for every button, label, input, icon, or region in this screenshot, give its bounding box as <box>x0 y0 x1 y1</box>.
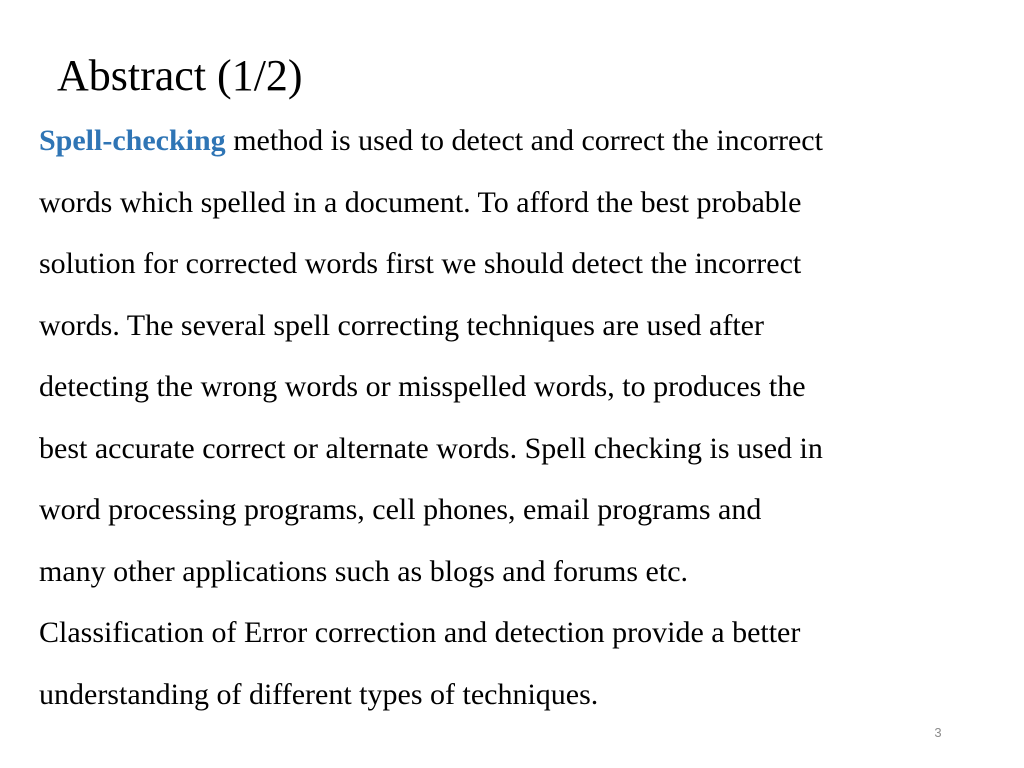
paragraph-line-9: Classification of Error correction and detection provide a better <box>39 616 801 649</box>
paragraph-line-2: words which spelled in a document. To afford the best probable <box>39 185 802 219</box>
paragraph-line-3: solution for corrected words first we should detect the incorrect <box>39 247 802 280</box>
slide-number: 3 <box>934 725 942 740</box>
paragraph-line-10: understanding of different types of techniques. <box>39 677 599 711</box>
highlighted-term: Spell-checking <box>39 124 226 157</box>
paragraph-line-4: words. The several spell correcting techniques are used after <box>39 308 764 342</box>
paragraph-line-7: word processing programs, cell phones, email programs and <box>39 493 762 526</box>
paragraph-line-5: detecting the wrong words or misspelled words, to produces the <box>39 370 806 403</box>
paragraph-line-8: many other applications such as blogs and forums etc. <box>39 554 689 588</box>
slide-title: Abstract (1/2) <box>57 51 303 100</box>
paragraph-line-1-rest: method is used to detect and correct the incorrect <box>225 124 823 157</box>
paragraph-line-1 <box>39 110 979 172</box>
paragraph-line-6: best accurate correct or alternate words. Spell checking is used in <box>39 431 823 465</box>
abstract-paragraph <box>39 110 979 725</box>
